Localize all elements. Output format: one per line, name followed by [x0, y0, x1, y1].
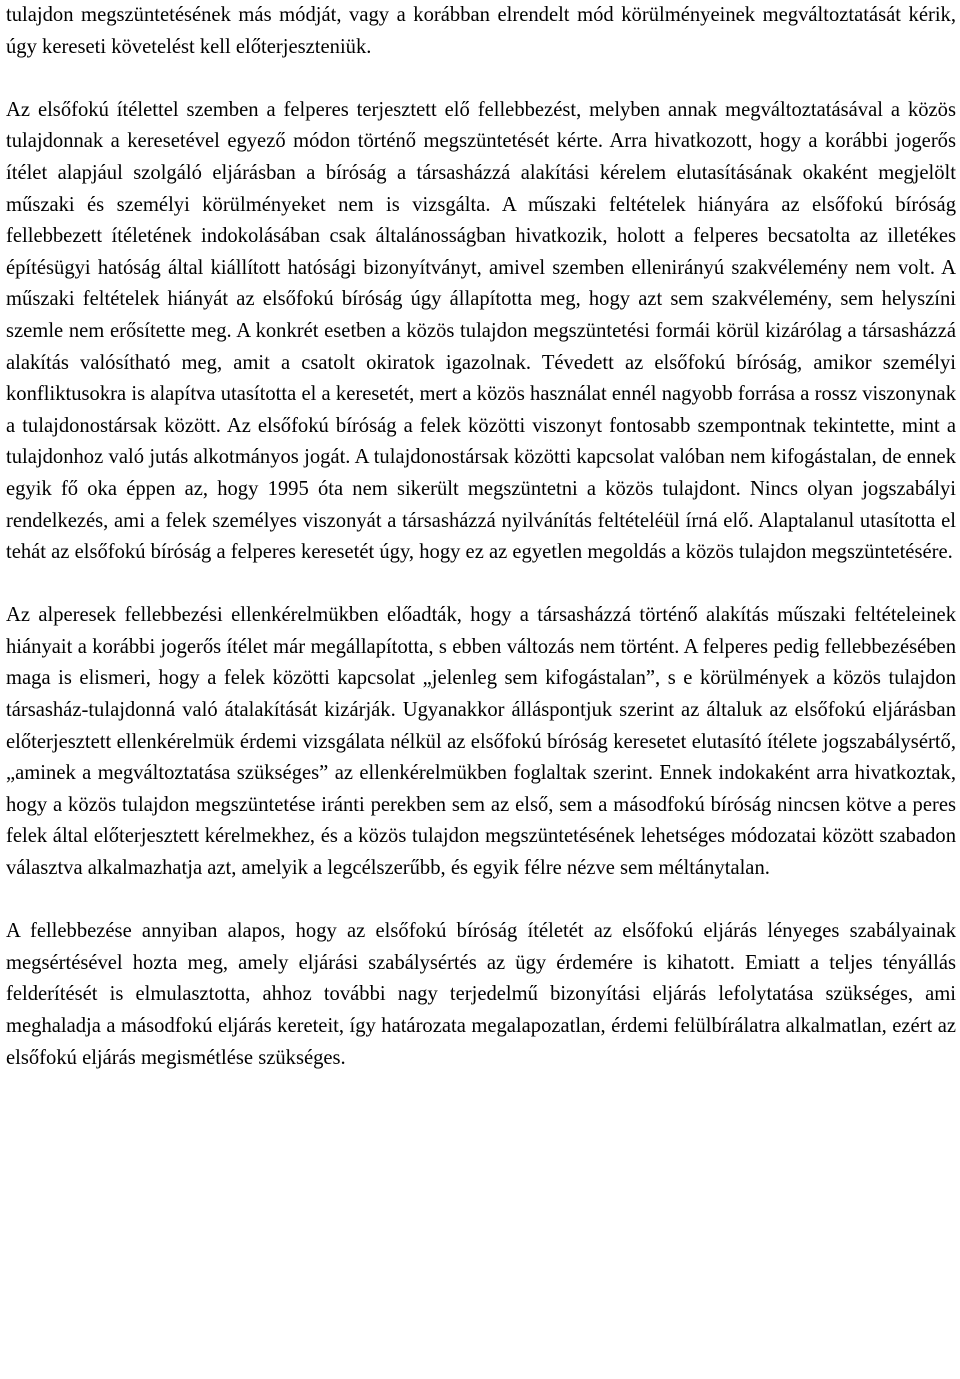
paragraph-spacer: [6, 63, 956, 95]
paragraph-spacer: [6, 885, 956, 917]
paragraph-1: tulajdon megszüntetésének más módját, vagy a korábban elrendelt mód körülményeinek megváltoztatását kérik, úgy kereseti követelést kell előterjeszteniük.: [6, 4, 956, 58]
paragraph-3: Az alperesek fellebbezési ellenkérelmükben előadták, hogy a társasházzá történő alakítás műszaki feltételeinek hiányait a korábbi jogerős ítélet már megállapította, s ebben változás nem történt. A felperes pedig fellebbezésében maga is elismeri, hogy a felek közötti kapcsolat „jelenleg sem kifogástalan”, s e körülmények a közös tulajdon társasház-tulajdonná való átalakítását kizárják. Ugyanakkor álláspontjuk szerint az általuk az elsőfokú eljárásban előterjesztett ellenkérelmük érdemi vizsgálata nélkül az elsőfokú bíróság keresetet elutasító ítélete jogszabálysértő, „aminek a megváltoztatása szükséges” az ellenkérelmükben foglaltak szerint. Ennek indokaként arra hivatkoztak, hogy a közös tulajdon megszüntetése iránti perekben sem az első, sem a másodfokú bíróság nincsen kötve a peres felek által előterjesztett kérelmekhez, és a közös tulajdon megszüntetésének lehetséges módozatai között szabadon választva alkalmazhatja azt, amelyik a legcélszerűbb, és egyik félre nézve sem méltánytalan.: [6, 604, 956, 880]
paragraph-spacer: [6, 569, 956, 601]
paragraph-2: Az elsőfokú ítélettel szemben a felperes terjesztett elő fellebbezést, melyben annak megváltoztatásával a közös tulajdonnak a keresetével egyező módon történő megszüntetését kérte. Arra hivatkozott, hogy a korábbi jogerős ítélet alapjául szolgáló eljárásban a bíróság a társasházzá alakítási kérelem elutasításának okaként megjelölt műszaki és személyi körülményeket nem is vizsgálta. A műszaki feltételek hiányára az elsőfokú bíróság fellebbezett ítéletének indokolásában csak általánosságban hivatkozik, holott a felperes becsatolta az illetékes építésügyi hatóság által kiállított hatósági bizonyítványt, amivel szemben ellenirányú szakvélemény nem volt. A műszaki feltételek hiányát az elsőfokú bíróság úgy állapította meg, hogy azt sem szakvélemény, sem helyszíni szemle nem erősítette meg. A konkrét esetben a közös tulajdon megszüntetési formái körül kizárólag a társasházzá alakítás valósítható meg, amit a csatolt okiratok igazolnak. Tévedett az elsőfokú bíróság, amikor személyi konfliktusokra is alapítva utasította el a keresetét, mert a közös használat ennél nagyobb forrása a rossz viszonynak a tulajdonostársak között. Az elsőfokú bíróság a felek közötti viszonyt fontosabb szempontnak tekintette, mint a tulajdonhoz való jutás alkotmányos jogát. A tulajdonostársak közötti kapcsolat valóban nem kifogástalan, de ennek egyik fő oka éppen az, hogy 1995 óta nem sikerült megszüntetni a közös tulajdont. Nincs olyan jogszabályi rendelkezés, ami a felek személyes viszonyát a társasházzá nyilvánítás feltételéül írná elő. Alaptalanul utasította el tehát az elsőfokú bíróság a felperes keresetét úgy, hogy ez az egyetlen megoldás a közös tulajdon megszüntetésére.: [6, 98, 956, 564]
document-page: [6, 0, 956, 1074]
paragraph-4: A fellebbezése annyiban alapos, hogy az elsőfokú bíróság ítéletét az elsőfokú eljárás lényeges szabályainak megsértésével hozta meg, amely eljárási szabálysértés az ügy érdemére is kihatott. Emiatt a teljes tényállás felderítését is elmulasztotta, ahhoz további nagy terjedelmű bizonyítási eljárás lefolytatása szükséges, ami meghaladja a másodfokú eljárás kereteit, így határozata megalapozatlan, érdemi felülbírálatra alkalmatlan, ezért az elsőfokú eljárás megismétlése szükséges.: [6, 920, 956, 1069]
